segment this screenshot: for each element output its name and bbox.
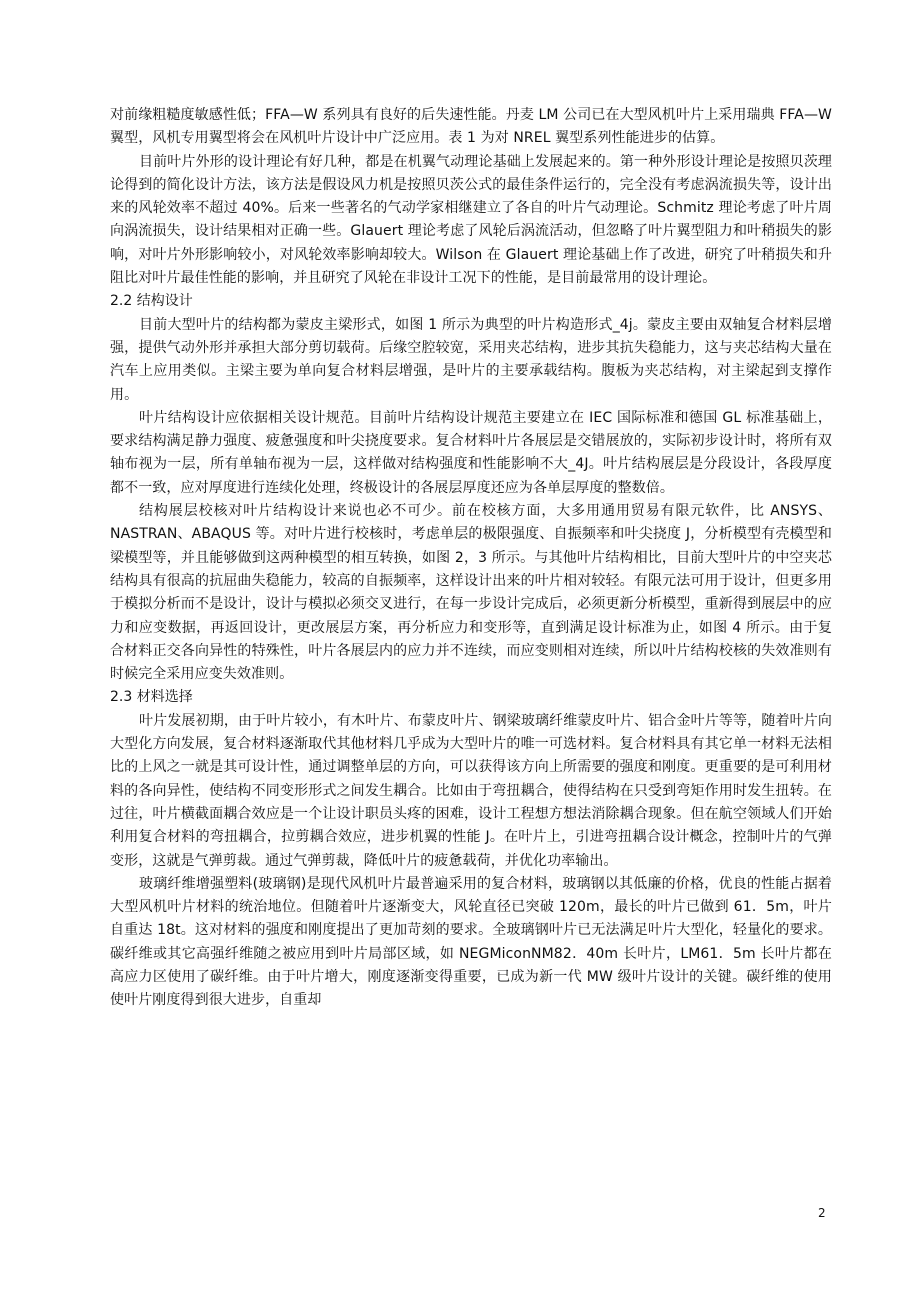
- section-heading-structural-design: 2.2 结构设计: [110, 293, 193, 310]
- section-heading-material-selection: 2.3 材料选择: [110, 689, 193, 706]
- body-paragraph: 对前缘粗糙度敏感性低；FFA—W 系列具有良好的后失速性能。丹麦 LM 公司已在大型风机叶片上采用瑞典 FFA—W 翼型，风机专用翼型将会在风机叶片设计中广泛应用。表 1 为对 NREL 翼型系列性能进步的估算。: [110, 107, 832, 147]
- body-paragraph: 叶片结构设计应依据相关设计规范。目前叶片结构设计规范主要建立在 IEC 国际标准和德国 GL 标准基础上，要求结构满足静力强度、疲惫强度和叶尖挠度要求。复合材料叶片各展层是交错展放的，实际初步设计时，将所有双轴布视为一层，所有单轴布视为一层，这样做对结构强度和性能影响不大_4J。叶片结构展层是分段设计，各段厚度都不一致，应对厚度进行连续化处理，终极设计的各展层厚度还应为各单层厚度的整数倍。: [110, 409, 832, 496]
- document-page: [110, 104, 832, 1013]
- body-paragraph: 玻璃纤维增强塑料(玻璃钢)是现代风机叶片最普遍采用的复合材料，玻璃钢以其低廉的价格，优良的性能占据着大型风机叶片材料的统治地位。但随着叶片逐渐变大，风轮直径已突破 120m，最长的叶片已做到 61．5m，叶片自重达 18t。这对材料的强度和刚度提出了更加苛刻的要求。全玻璃钢叶片已无法满足叶片大型化，轻量化的要求。碳纤维或其它高强纤维随之被应用到叶片局部区域，如 NEGMiconNM82．40m 长叶片，LM61．5m 长叶片都在高应力区使用了碳纤维。由于叶片增大，刚度逐渐变得重要，已成为新一代 MW 级叶片设计的关键。碳纤维的使用使叶片刚度得到很大进步，自重却: [110, 875, 832, 1009]
- body-paragraph: 目前大型叶片的结构都为蒙皮主梁形式，如图 1 所示为典型的叶片构造形式_4j。蒙皮主要由双轴复合材料层增强，提供气动外形并承担大部分剪切载荷。后缘空腔较宽，采用夹芯结构，进步其抗失稳能力，这与夹芯结构大量在汽车上应用类似。主梁主要为单向复合材料层增强，是叶片的主要承载结构。腹板为夹芯结构，对主梁起到支撑作用。: [110, 316, 832, 403]
- body-paragraph: 叶片发展初期，由于叶片较小，有木叶片、布蒙皮叶片、钢梁玻璃纤维蒙皮叶片、铝合金叶片等等，随着叶片向大型化方向发展，复合材料逐渐取代其他材料几乎成为大型叶片的唯一可选材料。复合材料具有其它单一材料无法相比的上风之一就是其可设计性，通过调整单层的方向，可以获得该方向上所需要的强度和刚度。更重要的是可利用材料的各向异性，使结构不同变形形式之间发生耦合。比如由于弯扭耦合，使得结构在只受到弯矩作用时发生扭转。在过往，叶片横截面耦合效应是一个让设计职员头疼的困难，设计工程想方想法消除耦合现象。但在航空领域人们开始利用复合材料的弯扭耦合，拉剪耦合效应，进步机翼的性能 J。在叶片上，引进弯扭耦合设计概念，控制叶片的气弹变形，这就是气弹剪裁。通过气弹剪裁，降低叶片的疲惫载荷，并优化功率输出。: [110, 712, 832, 869]
- body-paragraph: 结构展层校核对叶片结构设计来说也必不可少。前在校核方面，大多用通用贸易有限元软件，比 ANSYS、NASTRAN、ABAQUS 等。对叶片进行校核时，考虑单层的极限强度、自振频率和叶尖挠度 J，分析模型有壳模型和梁模型等，并且能够做到这两种模型的相互转换，如图 2，3 所示。与其他叶片结构相比，目前大型叶片的中空夹芯结构具有很高的抗屈曲失稳能力，较高的自振频率，这样设计出来的叶片相对较轻。有限元法可用于设计，但更多用于模拟分析而不是设计，设计与模拟必须交叉进行，在每一步设计完成后，必须更新分析模型，重新得到展层中的应力和应变数据，再返回设计，更改展层方案，再分析应力和变形等，直到满足设计标准为止，如图 4 所示。由于复合材料正交各向异性的特殊性，叶片各展层内的应力并不连续，而应变则相对连续，所以叶片结构校核的失效准则有时候完全采用应变失效准则。: [110, 503, 832, 683]
- page-number: 2: [818, 1206, 826, 1220]
- body-paragraph: 目前叶片外形的设计理论有好几种，都是在机翼气动理论基础上发展起来的。第一种外形设计理论是按照贝茨理论得到的简化设计方法，该方法是假设风力机是按照贝茨公式的最佳条件运行的，完全没有考虑涡流损失等，设计出来的风轮效率不超过 40%。后来一些著名的气动学家相继建立了各自的叶片气动理论。Schmitz 理论考虑了叶片周向涡流损失，设计结果相对正确一些。Glauert 理论考虑了风轮后涡流活动，但忽略了叶片翼型阻力和叶稍损失的影响，对叶片外形影响较小，对风轮效率影响却较大。Wilson 在 Glauert 理论基础上作了改进，研究了叶稍损失和升阻比对叶片最佳性能的影响，并且研究了风轮在非设计工况下的性能，是目前最常用的设计理论。: [110, 153, 832, 287]
